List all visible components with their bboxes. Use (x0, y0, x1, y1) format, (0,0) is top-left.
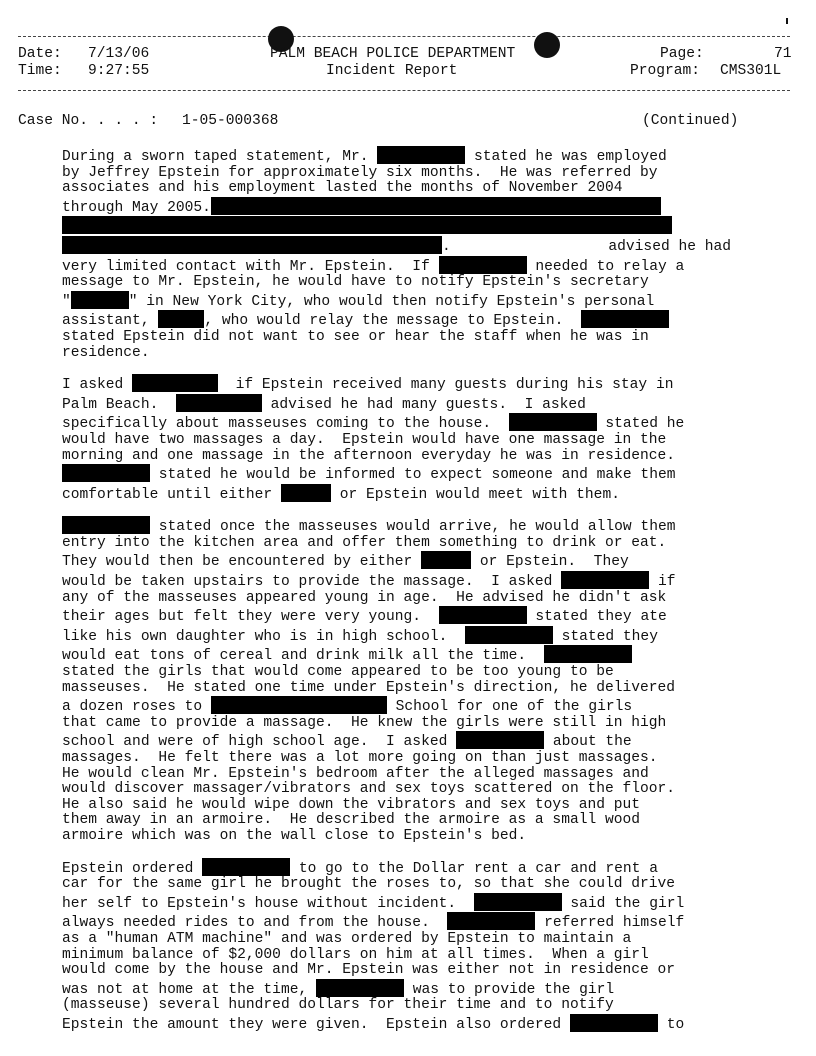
text-line (62, 1014, 762, 1034)
time-value: 9:27:55 (88, 63, 150, 79)
redaction-box (158, 310, 204, 328)
case-number: 1-05-000368 (182, 113, 279, 129)
text-run: He would clean Mr. Epstein's bedroom after the alleged massages and (62, 765, 649, 782)
text-line (62, 893, 762, 913)
text-run: " (62, 293, 71, 310)
paragraph (62, 516, 762, 844)
text-line (62, 146, 762, 166)
redaction-box (176, 394, 262, 412)
text-run: He also said he would wipe down the vibrators and sex toys and put (62, 796, 641, 813)
text-run: her self to Epstein's house without incident. (62, 895, 474, 912)
text-run: masseuses. He stated one time under Epstein's direction, he delivered (62, 679, 676, 696)
text-line (62, 536, 762, 552)
redaction-box (62, 464, 150, 482)
text-line (62, 645, 762, 665)
text-line (62, 948, 762, 964)
redaction-box (377, 146, 465, 164)
text-line (62, 310, 762, 330)
text-run: would discover massager/vibrators and sex toys scattered on the floor. (62, 781, 676, 798)
text-line (62, 484, 762, 504)
text-run: stated he was employed (465, 149, 667, 165)
text-line (62, 591, 762, 607)
text-run: if (649, 574, 676, 591)
redaction-box (581, 310, 669, 328)
text-line (62, 413, 762, 433)
text-line (62, 798, 762, 814)
redaction-box (132, 374, 218, 392)
text-run: school and were of high school age. I asked (62, 734, 457, 751)
text-line (62, 275, 762, 291)
text-run: very limited contact with Mr. Epstein. If (62, 258, 439, 275)
text-run: advised he had many guests. I asked (261, 396, 586, 413)
text-run: that came to provide a massage. He knew the girls were still in high (62, 714, 667, 731)
redaction-box (316, 979, 404, 997)
report-body (62, 146, 762, 1047)
department-name: PALM BEACH POLICE DEPARTMENT (270, 46, 516, 62)
text-line (62, 696, 762, 716)
text-run: if Epstein received many guests during his stay in (218, 377, 674, 394)
redaction-box (544, 645, 632, 663)
text-run: said the girl (561, 895, 685, 912)
text-run: would come by the house and Mr. Epstein was either not in residence or (62, 962, 676, 979)
redaction-box (509, 413, 597, 431)
text-run: car for the same girl he brought the roses to, so that she could drive (62, 876, 676, 893)
text-line (62, 346, 762, 362)
text-run: associates and his employment lasted the months of November 2004 (62, 180, 623, 197)
date-label: Date: (18, 46, 62, 62)
redaction-box (421, 551, 471, 569)
redaction-box (447, 912, 535, 930)
text-run: stated he (596, 416, 685, 433)
paragraph (62, 858, 762, 1034)
text-run: was not at home at the time, (62, 981, 316, 998)
paragraph (62, 146, 762, 361)
text-run: any of the masseuses appeared young in age. He advised he didn't ask (62, 589, 667, 606)
paragraph (62, 374, 762, 503)
text-line (62, 464, 762, 484)
text-line (62, 256, 762, 276)
punch-hole-right (534, 32, 560, 58)
text-run: armoire which was on the wall close to Epstein's bed. (62, 827, 527, 844)
program-code: CMS301L (720, 63, 782, 79)
text-run: referred himself (535, 915, 685, 932)
text-run: as a "human ATM machine" and was ordered by Epstein to maintain a (62, 930, 632, 947)
text-run: stated once the masseuses would arrive, he would allow them (150, 519, 676, 536)
case-label: Case No. . . . : (18, 113, 159, 129)
redaction-box (62, 236, 442, 254)
text-run: Epstein ordered (62, 860, 203, 877)
text-line (62, 626, 762, 646)
text-line (62, 751, 762, 767)
redaction-box (570, 1014, 658, 1032)
redaction-box (62, 516, 150, 534)
text-line (62, 516, 762, 536)
text-line (62, 912, 762, 932)
text-line (62, 236, 762, 256)
text-run: I asked (62, 377, 133, 394)
text-line (62, 374, 762, 394)
text-run: by Jeffrey Epstein for approximately six months. He was referred by (62, 164, 658, 181)
text-line (62, 551, 762, 571)
time-label: Time: (18, 63, 62, 79)
redaction-box (281, 484, 331, 502)
text-line (62, 731, 762, 751)
text-run: to (657, 1016, 685, 1033)
redaction-box (62, 216, 672, 234)
redaction-box (474, 893, 562, 911)
text-run: assistant, (62, 313, 159, 330)
text-run: massages. He felt there was a lot more going on than just massages. (62, 750, 658, 766)
page-number: 71 (774, 46, 792, 62)
text-run: " in New York City, who would then notify Epstein's personal (128, 293, 655, 310)
text-run: . (442, 238, 451, 255)
text-run: would eat tons of cereal and drink milk all the time. (62, 648, 544, 665)
text-run: comfortable until either (62, 486, 281, 503)
text-run: or Epstein would meet with them. (330, 486, 620, 503)
text-run: entry into the kitchen area and offer them something to drink or eat. (62, 534, 667, 551)
text-line (62, 858, 762, 878)
text-run: or Epstein. They (471, 554, 629, 571)
date-value: 7/13/06 (88, 46, 150, 62)
text-run: stated they (552, 628, 658, 645)
text-line (62, 197, 762, 217)
redaction-box (211, 696, 299, 714)
text-line (62, 606, 762, 626)
text-line (62, 767, 762, 783)
program-label: Program: (630, 63, 701, 79)
text-line (62, 963, 762, 979)
text-run: stated they ate (526, 609, 667, 626)
text-run: Epstein the amount they were given. Epstein also ordered (62, 1016, 570, 1033)
text-line (62, 979, 762, 999)
text-line (62, 166, 762, 182)
text-run: specifically about masseuses coming to the house. (62, 416, 509, 433)
redaction-box (299, 696, 387, 714)
text-run: morning and one massage in the afternoon everyday he was in residence. (62, 447, 676, 464)
text-line (62, 394, 762, 414)
redaction-box (561, 571, 649, 589)
top-rule (18, 36, 790, 37)
text-run: through May 2005. (62, 199, 211, 216)
text-run: a dozen roses to (62, 699, 211, 716)
text-line (62, 291, 762, 311)
redaction-box (465, 626, 553, 644)
text-line (62, 665, 762, 681)
text-line (62, 433, 762, 449)
redaction-box (439, 606, 527, 624)
redaction-box (202, 858, 290, 876)
text-run: needed to relay a (526, 258, 685, 275)
text-line (62, 716, 762, 732)
text-line (62, 571, 762, 591)
text-run: stated he would be informed to expect someone and make them (150, 467, 676, 484)
text-run: them away in an armoire. He described the armoire as a small wood (62, 812, 641, 829)
text-run: minimum balance of $2,000 dollars on him at all times. When a girl (62, 946, 649, 963)
text-run: Palm Beach. (62, 396, 176, 413)
text-run: to go to the Dollar rent a car and rent a (290, 860, 658, 877)
page-label: Page: (660, 46, 704, 62)
text-line (62, 813, 762, 829)
text-run: message to Mr. Epstein, he would have to notify Epstein's secretary (62, 274, 649, 291)
text-line (62, 449, 762, 465)
text-run: residence. (62, 344, 150, 361)
text-line (62, 932, 762, 948)
text-run: stated the girls that would come appeared to be too young to be (62, 664, 614, 681)
text-line (62, 829, 762, 845)
text-run: They would then be encountered by either (62, 554, 422, 571)
text-run: , who would relay the message to Epstein. (204, 313, 581, 330)
text-line (62, 681, 762, 697)
text-run: would have two massages a day. Epstein would have one massage in the (62, 431, 667, 448)
redaction-box (439, 256, 527, 274)
text-run: would be taken upstairs to provide the massage. I asked (62, 574, 562, 591)
text-run: their ages but felt they were very young. (62, 609, 439, 626)
redaction-box (71, 291, 129, 309)
text-run: School for one of the girls (386, 699, 633, 716)
text-line (62, 181, 762, 197)
text-run: During a sworn taped statement, Mr. (62, 149, 378, 165)
text-run: always needed rides to and from the house. (62, 915, 448, 932)
redaction-box (456, 731, 544, 749)
text-line (62, 877, 762, 893)
header-rule (18, 90, 790, 91)
text-line (62, 782, 762, 798)
text-line (62, 216, 762, 236)
case-status: (Continued) (642, 113, 739, 129)
text-line (62, 998, 762, 1014)
text-line (62, 330, 762, 346)
report-type: Incident Report (326, 63, 458, 79)
scan-mark (786, 18, 788, 24)
text-run: about the (544, 734, 632, 751)
text-run: (masseuse) several hundred dollars for their time and to notify (62, 997, 614, 1014)
text-run: was to provide the girl (403, 981, 615, 998)
redaction-box (211, 197, 661, 215)
text-run: stated Epstein did not want to see or hear the staff when he was in (62, 328, 649, 345)
text-run: advised he had (450, 238, 732, 255)
text-run: like his own daughter who is in high school. (62, 628, 465, 645)
